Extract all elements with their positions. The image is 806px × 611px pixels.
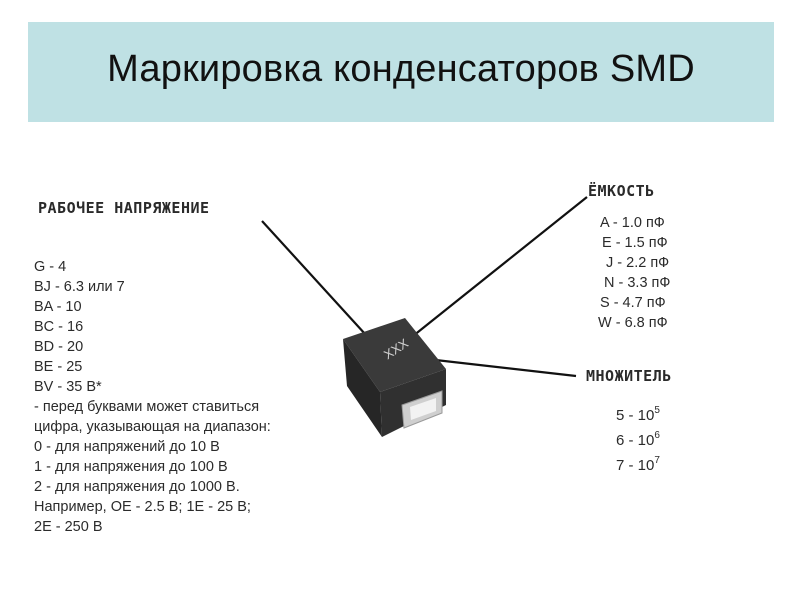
multiplier-item xyxy=(616,451,660,476)
voltage-heading: РАБОЧЕЕ НАПРЯЖЕНИЕ xyxy=(38,199,210,217)
list-item: - перед буквами может ставиться xyxy=(34,399,260,415)
list-item: A - 1.0 пФ xyxy=(600,215,665,231)
page-title: Маркировка конденсаторов SMD xyxy=(107,48,695,90)
multiplier-exponent: 5 xyxy=(654,405,660,416)
list-item: Например, OE - 2.5 В; 1E - 25 В; xyxy=(34,499,251,515)
list-item: J - 2.2 пФ xyxy=(606,255,670,271)
list-item: 2 - для напряжения до 1000 В. xyxy=(34,479,240,495)
multiplier-heading: МНОЖИТЕЛЬ xyxy=(586,367,672,385)
capacitance-pointer-line xyxy=(398,197,587,348)
list-item: BE - 25 xyxy=(34,359,83,375)
multiplier-base: 7 - 10 xyxy=(616,457,655,474)
capacitance-list xyxy=(598,213,670,333)
list-item: S - 4.7 пФ xyxy=(600,295,666,311)
list-item: BC - 16 xyxy=(34,319,84,335)
list-item: 2E - 250 В xyxy=(34,519,103,535)
list-item: 1 - для напряжения до 100 В xyxy=(34,459,228,475)
multiplier-list xyxy=(616,401,660,476)
list-item: 0 - для напряжений до 10 В xyxy=(34,439,220,455)
multiplier-item xyxy=(616,426,660,451)
list-item: цифра, указывающая на диапазон: xyxy=(34,419,271,435)
voltage-pointer-line xyxy=(262,221,376,346)
multiplier-base: 6 - 10 xyxy=(616,432,655,449)
list-item: G - 4 xyxy=(34,259,67,275)
list-item: BV - 35 B* xyxy=(34,379,102,395)
list-item: E - 1.5 пФ xyxy=(602,235,668,251)
multiplier-item xyxy=(616,401,660,426)
smd-capacitor-chip xyxy=(343,318,446,437)
list-item: BJ - 6.3 или 7 xyxy=(34,279,125,295)
multiplier-exponent: 7 xyxy=(654,455,660,466)
voltage-list xyxy=(34,257,271,537)
capacitance-heading: ЁМКОСТЬ xyxy=(588,182,655,200)
chip-marking: XXX xyxy=(380,335,411,363)
list-item: N - 3.3 пФ xyxy=(604,275,671,291)
list-item: BA - 10 xyxy=(34,299,82,315)
multiplier-exponent: 6 xyxy=(654,430,660,441)
list-item: W - 6.8 пФ xyxy=(598,315,668,331)
list-item: BD - 20 xyxy=(34,339,84,355)
multiplier-base: 5 - 10 xyxy=(616,407,655,424)
